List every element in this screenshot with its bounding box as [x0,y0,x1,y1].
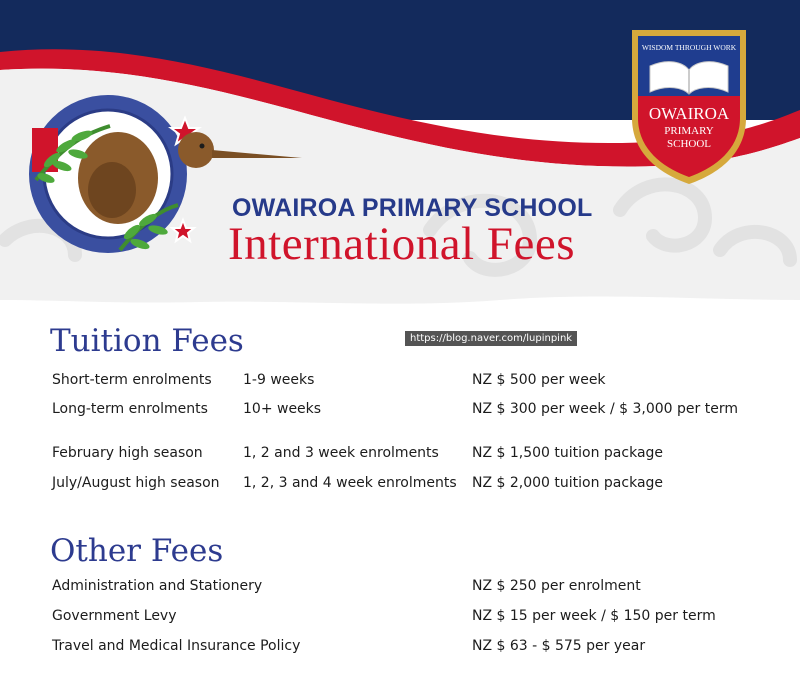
other-row-government-levy [0,608,800,628]
tuition-row-february [0,445,800,465]
row-label: Travel and Medical Insurance Policy [52,638,301,654]
row-label: Administration and Stationery [52,578,263,594]
row-period: 1-9 weeks [243,372,315,388]
crest-line2: PRIMARY [664,125,714,137]
row-period: 10+ weeks [243,401,322,417]
page-title: International Fees [228,218,576,270]
row-period: 1, 2 and 3 week enrolments [243,445,439,461]
row-fee: NZ $ 250 per enrolment [472,578,641,594]
crest-line1: OWAIROA [648,104,730,123]
row-label: February high season [52,445,203,461]
other-row-insurance [0,638,800,658]
crest-motto: WISDOM THROUGH WORK [641,43,737,52]
school-name: OWAIROA PRIMARY SCHOOL [232,194,593,222]
other-fees-heading: Other Fees [50,533,224,569]
tuition-row-july-august [0,475,800,495]
other-row-administration [0,578,800,598]
crest-line3: SCHOOL [666,138,712,150]
row-period: 1, 2, 3 and 4 week enrolments [243,475,457,491]
row-fee: NZ $ 300 per week / $ 3,000 per term [472,401,738,417]
row-label: Government Levy [52,608,177,624]
row-fee: NZ $ 500 per week [472,372,606,388]
row-label: July/August high season [52,475,220,491]
school-crest [628,26,750,186]
tuition-row-long-term [0,401,800,421]
tuition-fees-heading: Tuition Fees [50,323,244,359]
tuition-row-short-term [0,372,800,392]
row-fee: NZ $ 15 per week / $ 150 per term [472,608,716,624]
row-fee: NZ $ 1,500 tuition package [472,445,664,461]
row-fee: NZ $ 63 - $ 575 per year [472,638,646,654]
row-fee: NZ $ 2,000 tuition package [472,475,664,491]
source-watermark: https://blog.naver.com/lupinpink [405,331,577,346]
row-label: Long-term enrolments [52,401,208,417]
row-label: Short-term enrolments [52,372,212,388]
